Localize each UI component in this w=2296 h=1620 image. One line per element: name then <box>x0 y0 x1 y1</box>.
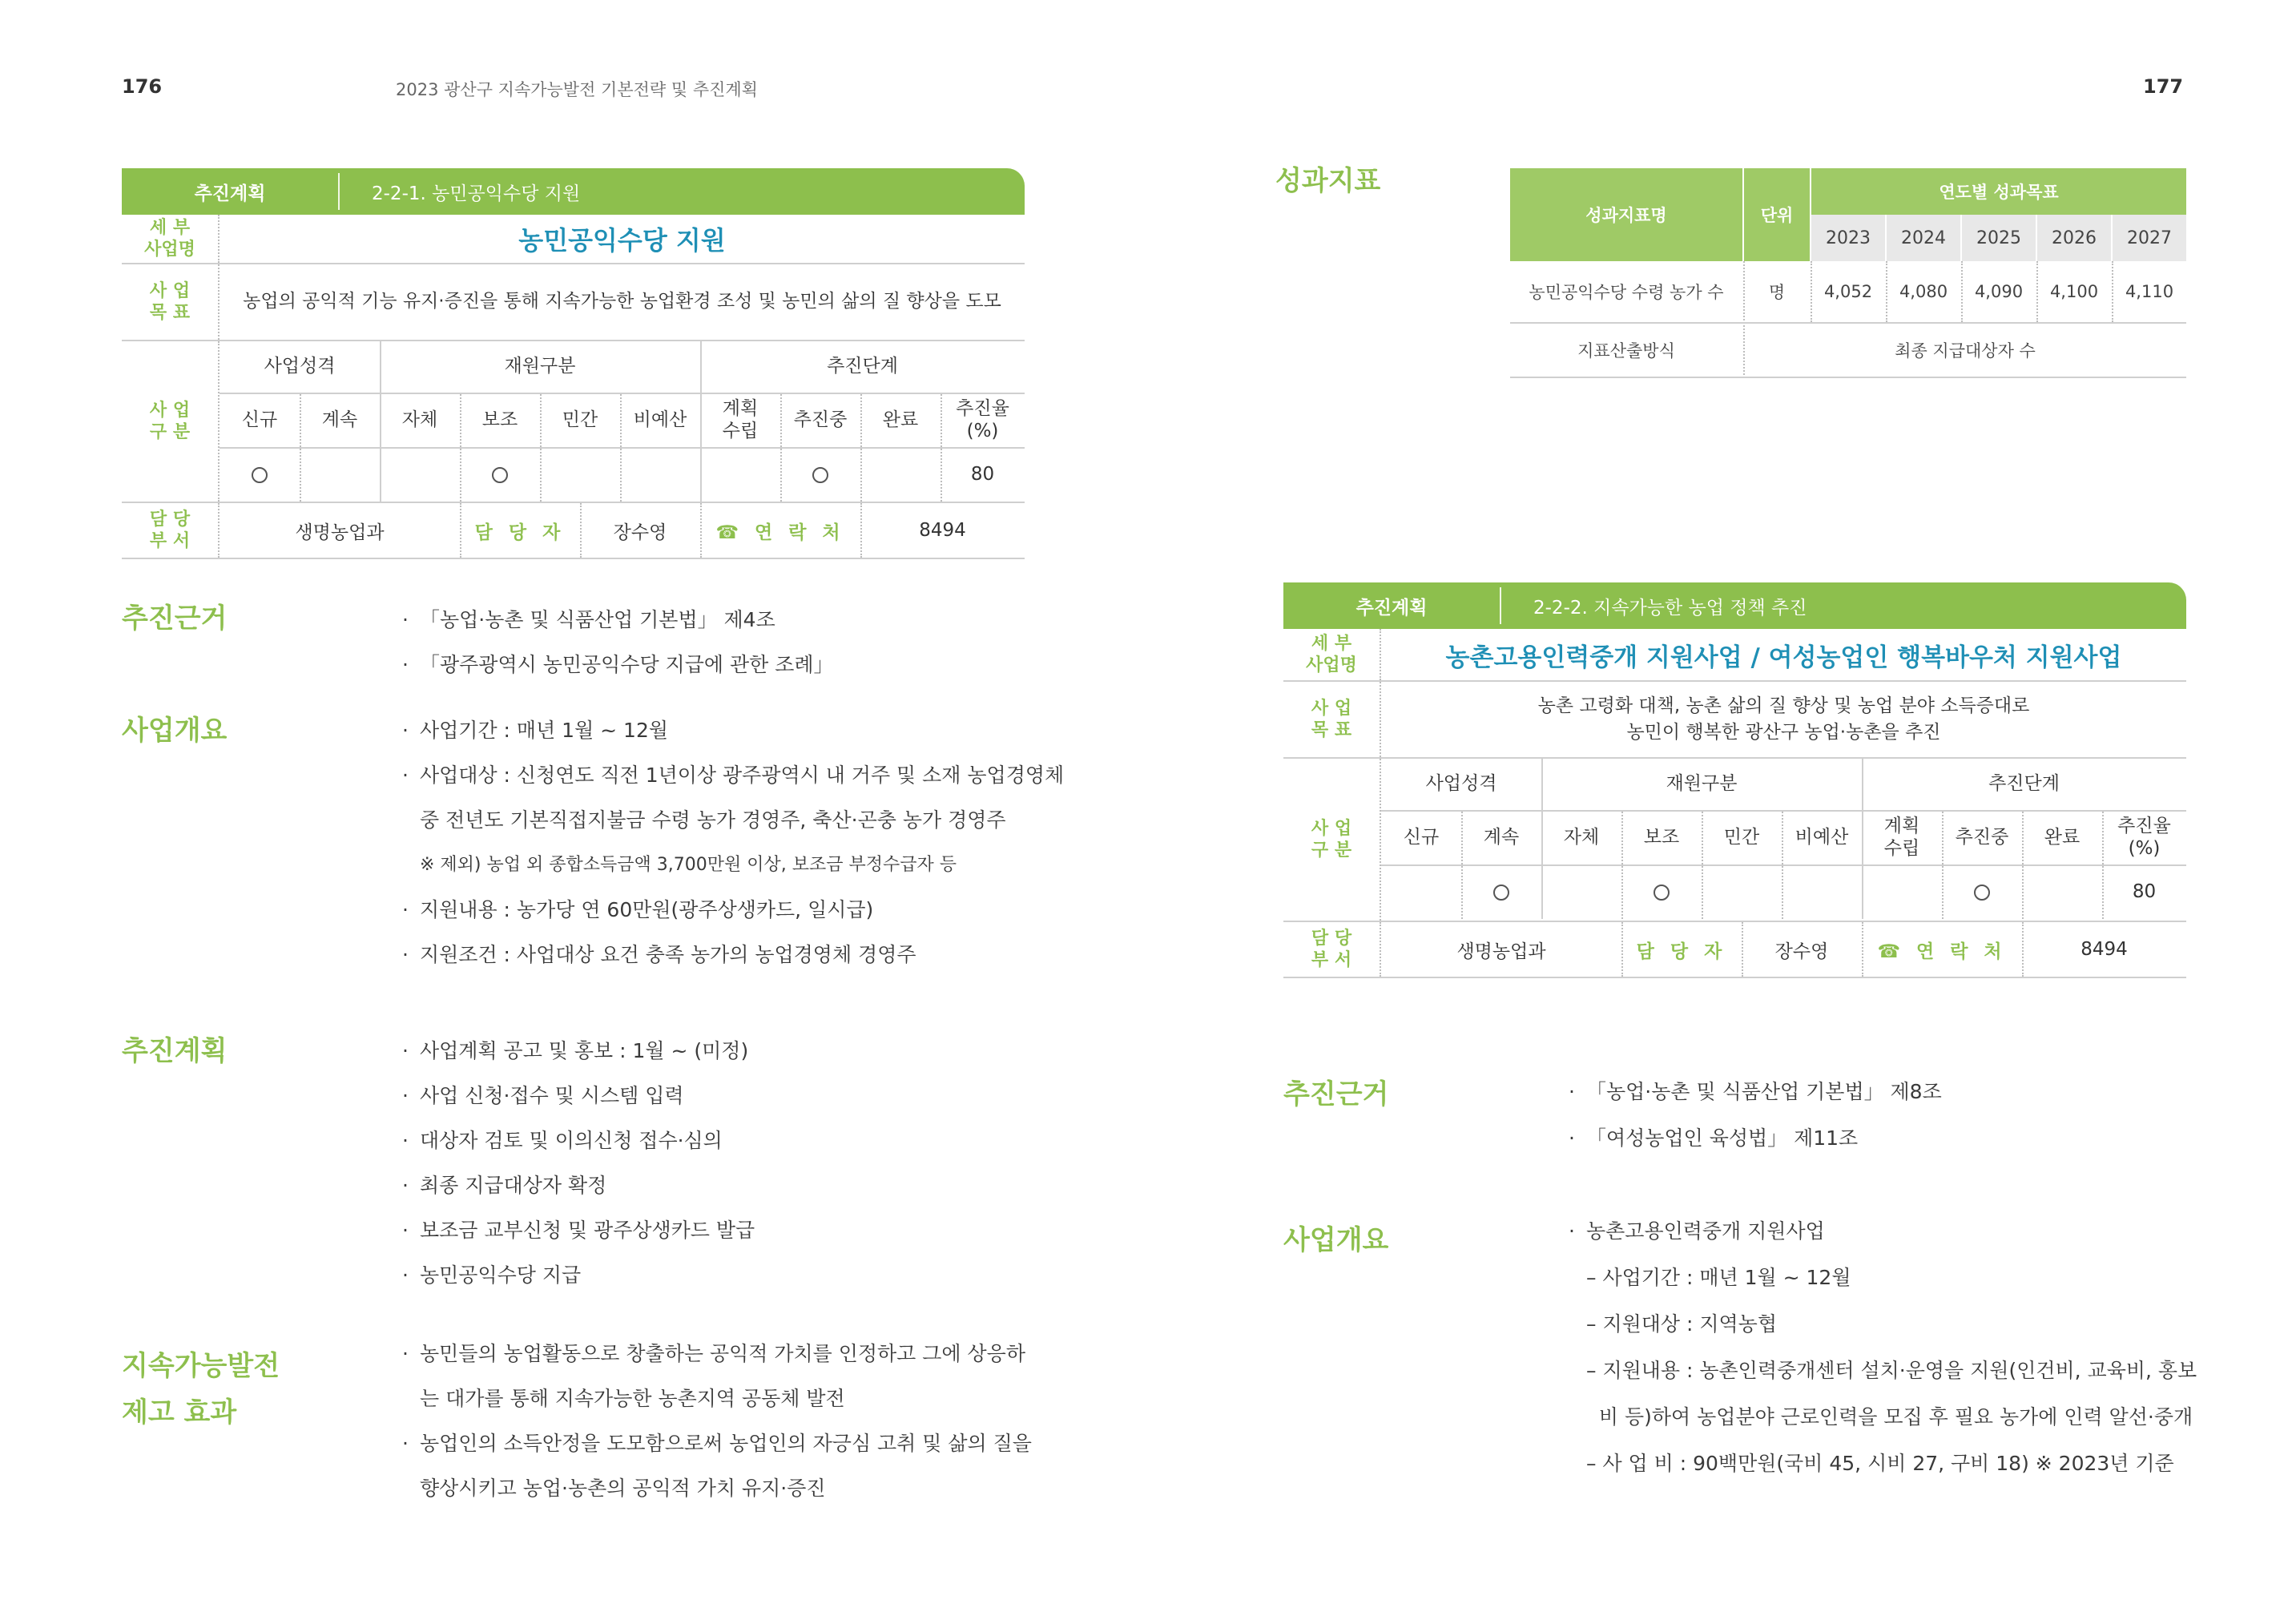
running-title: 2023 광산구 지속가능발전 기본전략 및 추진계획 <box>396 80 758 99</box>
list-item: · 농업인의 소득안정을 도모함으로써 농업인의 자긍심 고취 및 삶의 질을 <box>402 1421 1032 1466</box>
divider <box>380 449 381 502</box>
manager-label: 담 당 자 <box>1636 941 1727 962</box>
list-item: 는 대가를 통해 지속가능한 농촌지역 공동체 발전 <box>420 1387 845 1410</box>
contact-label: ☎ 연 락 처 <box>1877 941 2007 962</box>
divider <box>540 449 542 502</box>
group-header: 재원구분 <box>504 356 576 377</box>
project-division-label: 사 업 구 분 <box>1283 759 1381 921</box>
project-goal-row <box>1283 682 2186 759</box>
project-division-row <box>1283 759 2186 922</box>
group-header: 재원구분 <box>1666 773 1738 795</box>
divider <box>1541 866 1543 919</box>
list-item: · 농민들의 농업활동으로 창출하는 공익적 가치를 인정하고 그에 상응하 <box>402 1332 1032 1376</box>
kpi-unit-header: 단위 <box>1744 168 1810 261</box>
list-item: · 농민공익수당 지급 <box>402 1253 755 1298</box>
group-header: 추진단계 <box>1988 773 2060 795</box>
column-header: 추진중 <box>793 409 848 431</box>
year-header: 2024 <box>1887 215 1960 261</box>
circle-mark <box>1493 885 1509 901</box>
department-row <box>122 503 1025 559</box>
circle-mark <box>252 467 268 483</box>
list-item: · 농촌고용인력중개 지원사업 <box>1569 1208 2197 1255</box>
column-header: 비예산 <box>1795 827 1849 848</box>
column-header-row <box>220 394 1025 449</box>
project-name-label: 세 부 사업명 <box>122 215 220 263</box>
project-name-row <box>1283 629 2186 682</box>
progress-rate-value: 80 <box>2132 881 2157 903</box>
list-item: · 사업 신청·접수 및 시스템 입력 <box>402 1074 755 1118</box>
list-item: – 사 업 비 : 90백만원(국비 45, 시비 27, 구비 18) ※ 2023년 기준 <box>1586 1452 2174 1475</box>
mark-cell <box>1621 866 1702 919</box>
kpi-value: 4,080 <box>1899 282 1948 301</box>
list-item: · 「광주광역시 농민공익수당 지급에 관한 조례」 <box>402 643 834 687</box>
column-header: 추진율 (%) <box>2117 816 2171 859</box>
kpi-value: 4,110 <box>2125 282 2174 301</box>
department-label: 담 당 부 서 <box>122 503 220 558</box>
kpi-method-label: 지표산출방식 <box>1577 341 1675 361</box>
department-value: 생명농업과 <box>1456 941 1546 962</box>
section-title-overview-2: 사업개요 <box>1283 1224 1389 1256</box>
divider <box>1782 866 1783 919</box>
manager-label: 담 당 자 <box>474 522 566 543</box>
circle-mark <box>1654 885 1670 901</box>
list-item: · 사업대상 : 신청연도 직전 1년이상 광주광역시 내 거주 및 소재 농업경영체 <box>402 753 1064 798</box>
project-division-label: 사 업 구 분 <box>122 341 220 502</box>
list-item: · 사업계획 공고 및 홍보 : 1월 ~ (미정) <box>402 1029 755 1074</box>
contact-value: 8494 <box>2080 939 2128 960</box>
kpi-table <box>1510 168 2186 378</box>
kpi-value: 4,090 <box>1974 282 2024 301</box>
department-value: 생명농업과 <box>295 522 385 543</box>
department-row <box>1283 922 2186 978</box>
group-header-row <box>220 341 1025 394</box>
basis-list-2 <box>1569 1069 1942 1162</box>
column-header: 완료 <box>882 409 919 431</box>
plan-bar-title: 2-2-1. 농민공익수당 지원 <box>372 183 581 204</box>
list-item: · 「여성농업인 육성법」 제11조 <box>1569 1115 1942 1162</box>
project-goal-label: 사 업 목 표 <box>122 264 220 340</box>
project-name-row <box>122 215 1025 264</box>
column-header: 추진중 <box>1955 827 2009 848</box>
overview-list-2 <box>1569 1208 2197 1487</box>
list-item: · 최종 지급대상자 확정 <box>402 1163 755 1208</box>
mark-cell <box>1461 866 1541 919</box>
group-header: 사업성격 <box>1425 773 1497 795</box>
column-header: 신규 <box>1403 827 1440 848</box>
column-header-row <box>1381 812 2186 866</box>
manager-value: 장수영 <box>613 522 667 543</box>
column-header: 자체 <box>1563 827 1600 848</box>
effect-list <box>402 1332 1032 1511</box>
group-header: 사업성격 <box>264 356 336 377</box>
project-goal: 농업의 공익적 기능 유지·증진을 통해 지속가능한 농업환경 조성 및 농민의 삶의 질 향상을 도모 <box>243 291 1001 312</box>
kpi-unit: 명 <box>1768 283 1786 302</box>
mark-cell <box>220 449 300 502</box>
column-header: 완료 <box>2044 827 2080 848</box>
plan-table-1 <box>122 168 1025 559</box>
year-header: 2026 <box>2037 215 2111 261</box>
plan-bar-label: 추진계획 <box>194 183 266 204</box>
divider <box>300 449 301 502</box>
year-header: 2027 <box>2113 215 2186 261</box>
column-header: 자체 <box>401 409 438 431</box>
list-item: · 대상자 검토 및 이의신청 접수·심의 <box>402 1118 755 1163</box>
divider <box>860 449 862 502</box>
column-header: 추진율 (%) <box>956 398 1009 441</box>
group-header-row <box>1381 759 2186 812</box>
project-goal: 농촌 고령화 대책, 농촌 삶의 질 향상 및 농업 분야 소득증대로 농민이 행복한 광산구 농업·농촌을 추진 <box>1537 695 2030 743</box>
list-item: · 지원조건 : 사업대상 요건 충족 농가의 농업경영체 경영주 <box>402 933 1064 977</box>
project-name: 농촌고용인력중개 지원사업 / 여성농업인 행복바우처 지원사업 <box>1445 643 2122 672</box>
section-title-basis: 추진근거 <box>122 602 228 635</box>
project-name-label: 세 부 사업명 <box>1283 629 1381 680</box>
circle-mark <box>492 467 508 483</box>
mark-row <box>220 449 1025 502</box>
contact-value: 8494 <box>919 520 966 541</box>
list-item: – 지원대상 : 지역농협 <box>1586 1312 1777 1336</box>
plan-list <box>402 1029 755 1298</box>
kpi-value: 4,100 <box>2049 282 2099 301</box>
kpi-method: 최종 지급대상자 수 <box>1895 341 2036 361</box>
plan-bar-title: 2-2-2. 지속가능한 농업 정책 추진 <box>1533 597 1807 619</box>
kpi-years-header: 연도별 성과목표 <box>1811 168 2186 215</box>
list-item: · 「농업·농촌 및 식품산업 기본법」 제8조 <box>1569 1069 1942 1115</box>
section-title-basis-2: 추진근거 <box>1283 1078 1389 1110</box>
kpi-value: 4,052 <box>1823 282 1873 301</box>
section-title-kpi: 성과지표 <box>1275 165 1381 197</box>
plan-header-bar <box>122 168 1025 215</box>
column-header: 민간 <box>1723 827 1760 848</box>
divider <box>2022 866 2024 919</box>
section-title-plan: 추진계획 <box>122 1035 228 1067</box>
list-item: ※ 제외) 농업 외 종합소득금액 3,700만원 이상, 보조금 부정수급자 등 <box>420 855 957 875</box>
manager-value: 장수영 <box>1774 941 1829 962</box>
mark-cell <box>460 449 540 502</box>
year-header: 2023 <box>1811 215 1885 261</box>
column-header: 비예산 <box>633 409 687 431</box>
list-item: · 사업기간 : 매년 1월 ~ 12월 <box>402 708 1064 753</box>
column-header: 계속 <box>1483 827 1520 848</box>
divider <box>1702 866 1703 919</box>
divider <box>1510 377 2186 378</box>
section-title-overview: 사업개요 <box>122 715 228 747</box>
kpi-name: 농민공익수당 수령 농가 수 <box>1529 283 1724 302</box>
mark-cell <box>1942 866 2022 919</box>
division-grid <box>220 341 1025 502</box>
section-title-effect: 지속가능발전 제고 효과 <box>122 1350 280 1429</box>
list-item: 비 등)하여 농업분야 근로인력을 모집 후 필요 농가에 인력 알선·중개 <box>1586 1405 2193 1429</box>
column-header: 보조 <box>1643 827 1680 848</box>
list-item: · 보조금 교부신청 및 광주상생카드 발급 <box>402 1208 755 1253</box>
mark-row <box>1381 866 2186 919</box>
divider <box>1862 866 1863 919</box>
divider <box>620 449 622 502</box>
mark-cell <box>780 449 860 502</box>
overview-list <box>402 708 1064 977</box>
list-item: – 사업기간 : 매년 1월 ~ 12월 <box>1586 1266 1851 1289</box>
divider <box>700 449 702 502</box>
column-header: 계속 <box>321 409 358 431</box>
left-page-number: 176 <box>122 75 163 98</box>
project-goal-row <box>122 264 1025 341</box>
year-header: 2025 <box>1962 215 2036 261</box>
list-item: 향상시키고 농업·농촌의 공익적 가치 유지·증진 <box>420 1477 826 1500</box>
list-item: · 지원내용 : 농가당 연 60만원(광주상생카드, 일시급) <box>402 888 1064 933</box>
department-label: 담 당 부 서 <box>1283 922 1381 977</box>
circle-mark <box>812 467 828 483</box>
progress-rate-value: 80 <box>970 464 995 486</box>
plan-bar-label: 추진계획 <box>1355 597 1428 619</box>
plan-table-2 <box>1283 582 2186 978</box>
list-item: 중 전년도 기본직접지불금 수령 농가 경영주, 축산·곤충 농가 경영주 <box>420 808 1006 832</box>
kpi-name-header: 성과지표명 <box>1510 168 1742 261</box>
project-goal-label: 사 업 목 표 <box>1283 682 1381 757</box>
right-page-number: 177 <box>2143 75 2184 98</box>
column-header: 계획 수립 <box>722 398 759 441</box>
contact-label: ☎ 연 락 처 <box>715 522 845 543</box>
column-header: 계획 수립 <box>1883 816 1920 859</box>
column-header: 신규 <box>241 409 278 431</box>
basis-list <box>402 598 834 687</box>
list-item: – 지원내용 : 농촌인력중개센터 설치·운영을 지원(인건비, 교육비, 홍보 <box>1586 1359 2197 1382</box>
division-grid <box>1381 759 2186 921</box>
circle-mark <box>1974 885 1990 901</box>
list-item: · 「농업·농촌 및 식품산업 기본법」 제4조 <box>402 598 834 643</box>
column-header: 민간 <box>562 409 598 431</box>
project-division-row <box>122 341 1025 503</box>
column-header: 보조 <box>481 409 518 431</box>
plan-header-bar <box>1283 582 2186 629</box>
project-name: 농민공익수당 지원 <box>518 225 726 256</box>
group-header: 추진단계 <box>827 356 898 377</box>
